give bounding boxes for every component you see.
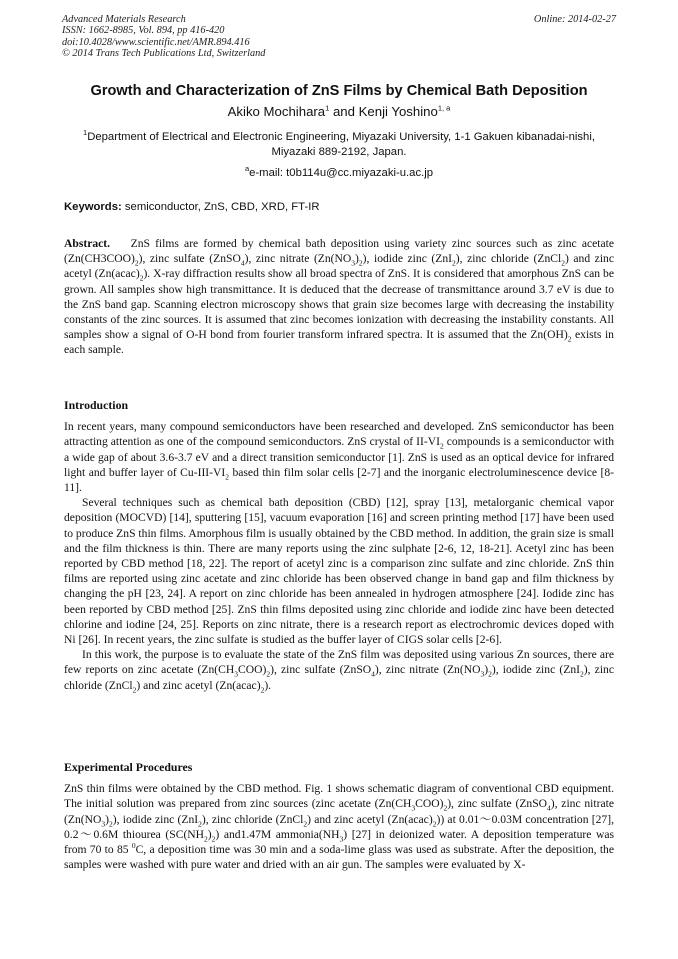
doi[interactable]: doi:10.4028/www.scientific.net/AMR.894.416: [62, 36, 250, 48]
subscript: 2: [132, 684, 137, 694]
abstract: [64, 236, 614, 358]
text-run: ), zinc sulfate (ZnSO: [270, 663, 372, 677]
text-run: ), zinc nitrate (Zn(NO: [374, 663, 481, 677]
subscript: 2: [567, 334, 572, 344]
text-run: ), zinc chloride (ZnCl: [64, 663, 614, 692]
subscript: 4: [240, 258, 245, 268]
affiliation-mark: 1: [83, 128, 88, 138]
subscript: 3: [480, 669, 485, 679]
text-run: ). X-ray diffraction results show all broad spectra of ZnS. It is considered that amorphous ZnS can be grown. All samples show high transmittance. It is deduced that the decrease of transmittance around 3.7 eV is due to the ZnS band gap. Scanning electron microscopy shows that grain size becomes large with decreasing the instability constants of the zinc sources. It is assumed that zinc becomes ionization with decreasing the instability constants. All samples show a signal of O-H bond from fourier transform infrared spectra. It is assumed that the Zn(OH): [64, 267, 615, 342]
subscript: 4: [371, 669, 375, 679]
journal-header: [62, 14, 265, 59]
keywords-text: semiconductor, ZnS, CBD, XRD, FT-IR: [124, 201, 320, 213]
text-run: ), zinc nitrate (Zn(NO: [64, 797, 614, 826]
subscript: 2: [358, 258, 363, 268]
text-run: ) and zinc acetyl (Zn(acac): [136, 678, 261, 692]
author-name: Kenji Yoshino: [358, 104, 438, 119]
subscript: 2: [108, 818, 113, 828]
subscript: 2: [266, 669, 271, 679]
introduction-section: [64, 398, 614, 693]
text-run: ), zinc chloride (ZnCl: [201, 812, 304, 826]
subscript: 3: [234, 669, 238, 679]
copyright: © 2014 Trans Tech Publications Ltd, Switzerland: [62, 47, 266, 59]
subscript: 2: [452, 258, 456, 268]
text-run: compounds is a semiconductor with a wide gap of about 3.6-3.7 eV and a direct transition semiconductor [1]. ZnS is used as an optical device for infrared light and buffer layer of Cu-III-VI: [64, 435, 614, 479]
text-run: ): [484, 663, 489, 677]
text-run: ), zinc chloride (ZnCl: [455, 252, 562, 266]
text-run: ), iodide zinc (ZnI: [112, 812, 199, 826]
text-run: ): [355, 252, 359, 266]
section-heading: Introduction: [64, 398, 129, 412]
text-run: ): [207, 827, 212, 841]
text-run: In this work, the purpose is to evaluate the state of the ZnS film was deposited using various Zn sources, there are few reports on zinc acetate (Zn(CH: [64, 648, 614, 677]
subscript: 2: [139, 273, 144, 283]
subscript: 3: [351, 258, 356, 268]
text-run: )) at 0.01～0.03M concentration [27], 0.2～0.6M thiourea (SC(NH: [64, 812, 614, 841]
subscript: 3: [411, 803, 416, 813]
subscript: 4: [547, 803, 551, 813]
subscript: 2: [432, 818, 437, 828]
experimental-section: [64, 760, 614, 872]
text-run: COO): [415, 797, 444, 811]
authors: [40, 104, 638, 119]
text-run: COO): [237, 663, 267, 677]
subscript: 2: [225, 472, 230, 482]
affiliation-mark: 1, a: [437, 103, 451, 113]
subscript: 2: [204, 834, 208, 844]
text-run: ) [27] in deionized water. A deposition temperature was from 70 to 85: [64, 827, 614, 857]
text-run: ), zinc sulfate (ZnSO: [447, 797, 548, 811]
text-run: C, a deposition time was 30 min and a soda-lime glass was used as substrate. After the deposition, the samples were washed with pure water and dried with an air gun. The samples were evaluated by X-: [64, 843, 614, 872]
text-run: In recent years, many compound semiconductors have been researched and developed. ZnS semiconductor has been attracting attention as one of the compound semiconductors. ZnS crystal of II-VI: [64, 420, 614, 449]
text-run: ) and zinc acetyl (Zn(acac): [307, 812, 433, 826]
keywords: [64, 201, 320, 213]
paragraph: Several techniques such as chemical bath deposition (CBD) [12], spray [13], metalorganic chemical vapor deposition (MOCVD) [14], sputtering [15], vacuum evaporation [16] and screen printing method [17] have been used to produce ZnS thin films. Amorphous film is usually obtained by the CBD method. In addition, the grain size is small and the film thickness is thin. There are many reports using the zinc sulphate [2-6, 12, 18-21]. Acetyl zinc has been reported by CBD method [18, 22]. The report of acetyl zinc is a comparison zinc sulfate and zinc chloride. ZnS thin films are reported using zinc acetate and zinc chloride has been observed change in band gap and film thickness by changing the pH [23, 24]. A report on zinc chloride has been annealed in hydrogen atmosphere [24]. Iodide zinc has been reported by CBD method [25]. ZnS thin films deposited using zinc chloride and iodide zinc have been detected chlorine and iodine [24, 25]. Reports on zinc nitrate, there is a research report as electrochromic devices doped with Ni [26]. In recent years, the zinc sulfate is studied as the buffer layer of CIGS solar cells [2-6].: [64, 496, 614, 647]
text-run: ZnS films are formed by chemical bath deposition using variety zinc sources such as zinc acetate (Zn(CH3COO): [64, 237, 614, 266]
subscript: 2: [198, 818, 202, 828]
affiliation: [64, 130, 614, 160]
subscript: 2: [211, 834, 216, 844]
abstract-label: Abstract.: [64, 237, 111, 250]
text-run: ) and1.47M ammonia(NH: [215, 827, 340, 841]
text-run: ) and zinc acetyl (Zn(acac): [64, 252, 614, 281]
paragraph: [64, 419, 614, 495]
affiliation-text: Department of Electrical and Electronic Engineering, Miyazaki University, 1-1 Gakuen kibanadai-nishi, Miyazaki 889-2192, Japan.: [87, 131, 595, 158]
issn: ISSN: 1662-8985, Vol. 894, pp 416-420: [62, 25, 225, 37]
subscript: 2: [303, 818, 308, 828]
paragraph: [64, 647, 614, 693]
text-run: ), iodide zinc (ZnI: [362, 252, 453, 266]
author-joiner: and: [329, 104, 359, 119]
text-run: ZnS thin films were obtained by the CBD method. Fig. 1 shows schematic diagram of conventional CBD equipment. The initial solution was prepared from zinc sources (zinc acetate (Zn(CH: [64, 782, 614, 811]
abstract-paragraph: [64, 236, 614, 358]
subscript: 2: [260, 684, 265, 694]
subscript: 2: [134, 258, 139, 268]
subscript: 2: [561, 258, 565, 268]
email-mark: a: [244, 164, 250, 174]
text-run: ): [105, 812, 109, 826]
text-run: ), iodide zinc (ZnI: [491, 663, 580, 677]
text-run: ), zinc sulfate (ZnSO: [138, 252, 241, 266]
paragraph: [64, 781, 614, 872]
text-run: exists in each sample.: [64, 328, 614, 357]
journal-name: Advanced Materials Research: [62, 14, 186, 25]
subscript: 2: [488, 669, 492, 679]
subscript: 2: [580, 669, 584, 679]
text-run: ), zinc nitrate (Zn(NO: [244, 252, 352, 266]
affiliation-mark: 1: [325, 103, 330, 113]
subscript: 3: [339, 834, 344, 844]
author-name: Akiko Mochihara: [227, 104, 326, 119]
section-heading: Experimental Procedures: [64, 760, 193, 774]
superscript: 0: [131, 841, 136, 851]
paper-title: Growth and Characterization of ZnS Films by Chemical Bath Deposition: [90, 83, 588, 99]
email: [40, 164, 638, 179]
email-text[interactable]: e-mail: t0b114u@cc.miyazaki-u.ac.jp: [249, 167, 434, 179]
online-date: Online: 2014-02-27: [533, 14, 616, 25]
subscript: 2: [439, 441, 444, 451]
text-run: based thin film solar cells [2-7] and the inorganic electroluminescence device [8-11].: [64, 465, 615, 495]
subscript: 3: [101, 818, 106, 828]
keywords-label: Keywords:: [64, 201, 122, 213]
text-run: ).: [264, 678, 272, 692]
subscript: 2: [443, 803, 448, 813]
